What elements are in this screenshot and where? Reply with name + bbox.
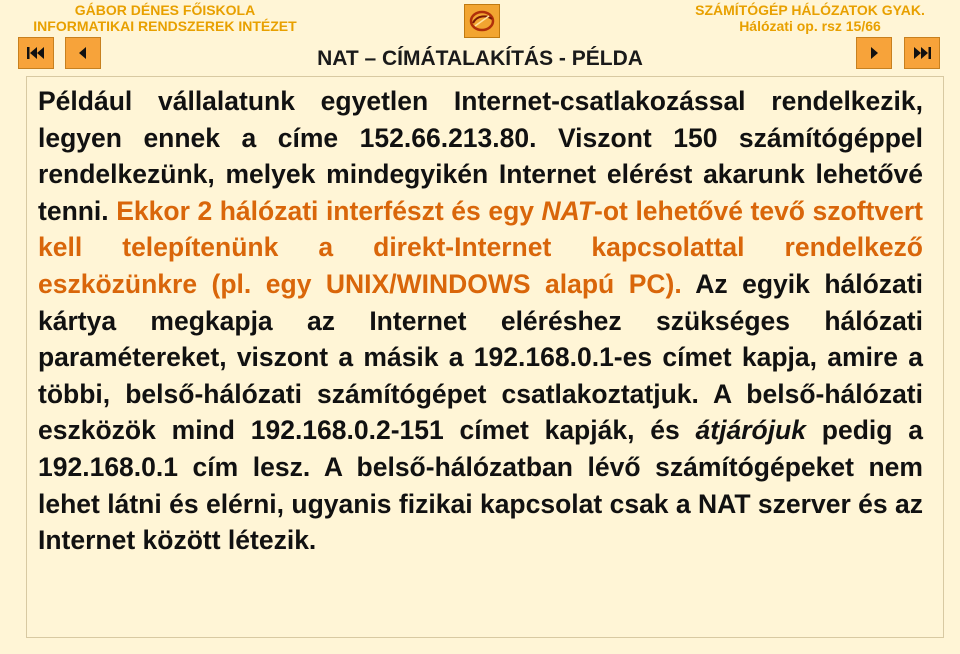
slide-body-text [38,83,923,559]
paragraph-nat-setup: Ekkor 2 hálózati interfészt és egy NAT-ot lehetővé tevő szoftvert kell telepítenünk a direkt-Internet kapcsolattal rendelkező eszközünkre (pl. egy UNIX/WINDOWS alapú PC). [38,195,923,299]
course-header [680,2,940,34]
skip-to-last-icon [912,46,932,60]
slide-title: NAT – CÍMÁTALAKÍTÁS - PÉLDA [317,47,643,70]
paragraph-network-cards: Az egyik hálózati kártya megkapja az Internet eléréshez szükséges hálózati paramétereket, viszont a másik a 192.168.0.1-es címet kapja, amire a többi, belső-hálózati számítógépet csatlakoztatjuk. A belső-hálózati eszközök mind 192.168.0.2-151 címet kapják, és átjárójuk pedig a 192.168.0.1 cím lesz. [38,268,923,482]
course-name: SZÁMÍTÓGÉP HÁLÓZATOK GYAK. [695,2,925,18]
nat-term: NAT [541,195,595,226]
college-logo-icon [464,4,500,38]
gateway-term: átjárójuk [695,415,806,446]
institute-name: INFORMATIKAI RENDSZEREK INTÉZET [33,18,297,34]
last-slide-button[interactable] [904,37,940,69]
institution-header [10,2,320,34]
institution-name: GÁBOR DÉNES FŐISKOLA [74,2,256,18]
next-slide-button[interactable] [856,37,892,69]
next-icon [868,46,880,60]
paragraph-example-intro: Például vállalatunk egyetlen Internet-csatlakozással rendelkezik, legyen ennek a címe 152.66.213.80. Viszont 150 számítógéppel rendelkezünk, melyek mindegyikén Internet elérést akarunk lehetővé tenni. [38,86,923,226]
paragraph-internal-network: A belső-hálózatban lévő számítógépeket nem lehet látni és elérni, ugyanis fizikai kapcsolat csak a NAT szerver és az Internet között létezik. [38,451,923,556]
page-indicator: Hálózati op. rsz 15/66 [739,18,881,34]
